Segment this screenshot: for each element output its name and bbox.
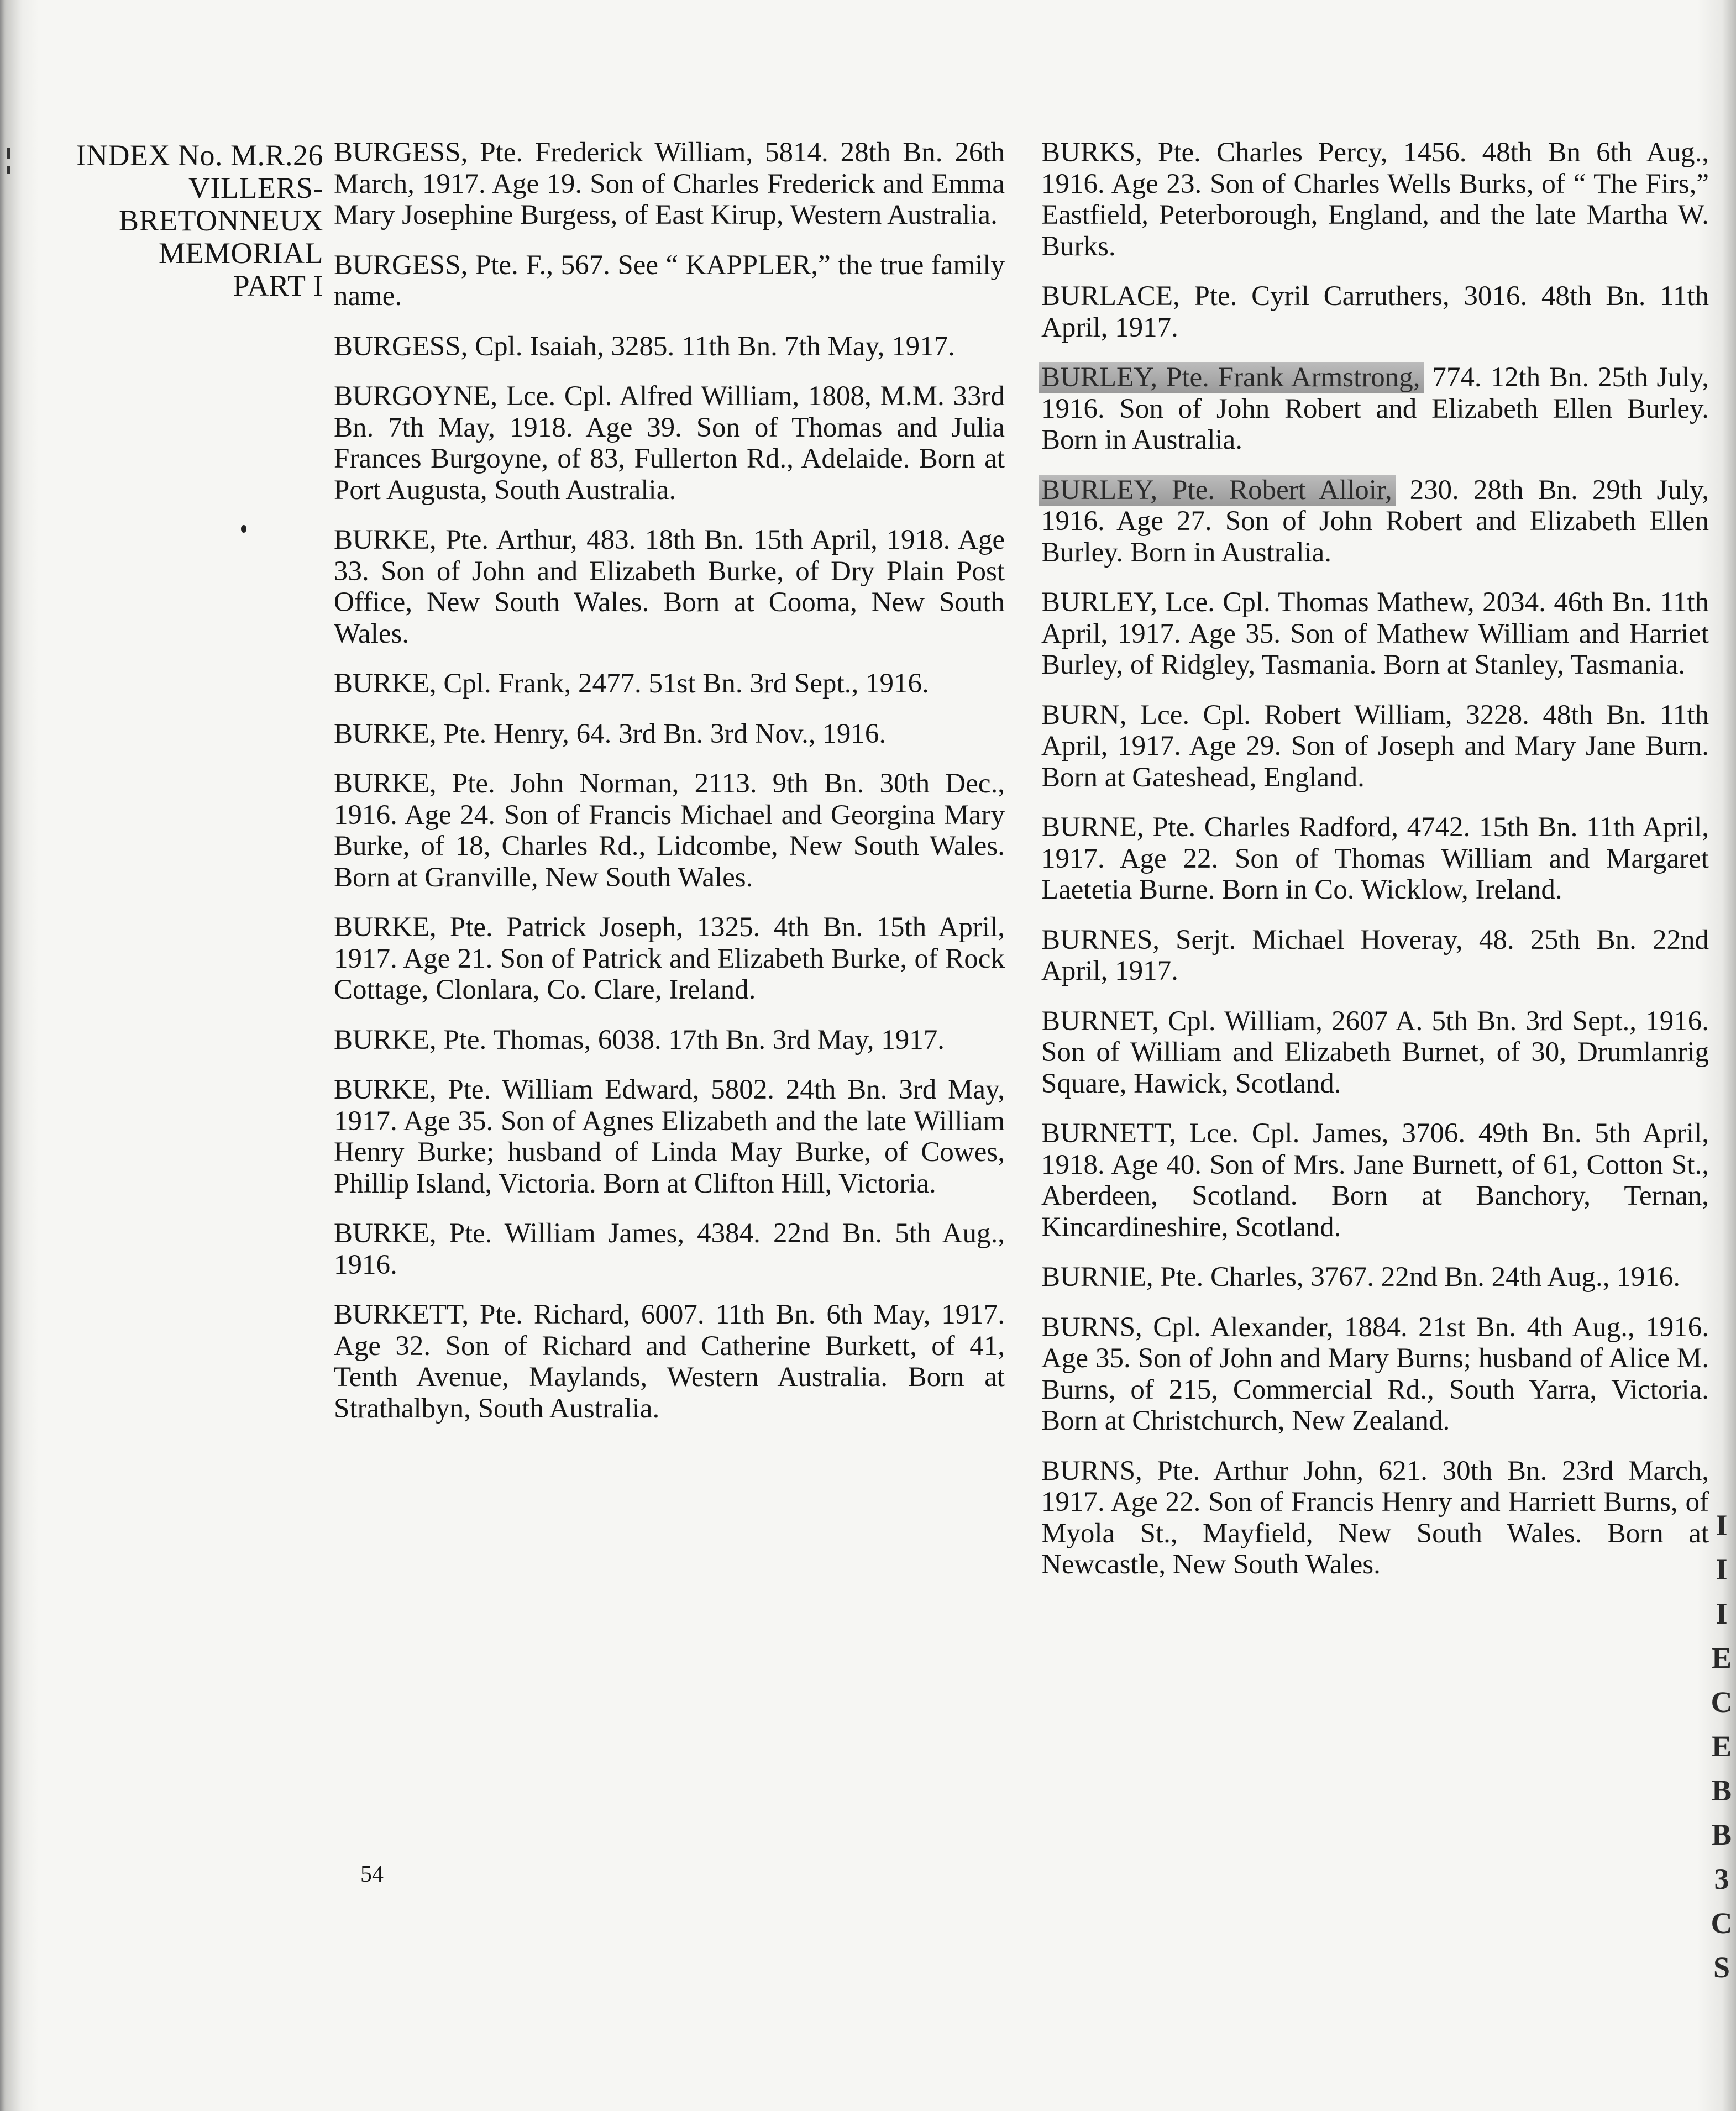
entry-name: BURKE, Pte. William James, bbox=[334, 1218, 685, 1249]
index-entry bbox=[334, 250, 1005, 312]
entry-name: BURLEY, Pte. Frank Armstrong, bbox=[1039, 362, 1424, 393]
entry-details: 1884. 21st Bn. 4th Aug., 1916. Age 35. Son of John and Mary Burns; husband of Alice M. Burns, of 215, Commercial Rd., South Yarra, Victoria. Born at Christchurch, New Zealand. bbox=[1041, 1311, 1709, 1436]
edge-letter: I bbox=[1716, 1597, 1728, 1630]
entry-name: BURLEY, Pte. Robert Alloir, bbox=[1039, 475, 1396, 506]
index-entry bbox=[1041, 1118, 1709, 1243]
index-entry bbox=[334, 524, 1005, 649]
entry-details: 3228. 48th Bn. 11th April, 1917. Age 29. Son of Joseph and Mary Jane Burn. Born at Gateshead, England. bbox=[1041, 699, 1709, 793]
left-column bbox=[334, 137, 1005, 1443]
index-entry bbox=[1041, 812, 1709, 906]
index-entry bbox=[334, 718, 1005, 750]
memorial-name-line-3: MEMORIAL bbox=[159, 237, 323, 270]
entry-details: 6007. 11th Bn. 6th May, 1917. Age 32. Son of Richard and Catherine Burkett, of 41, Tenth Avenue, Maylands, Western Australia. Born at Strathalbyn, South Australia. bbox=[334, 1299, 1005, 1424]
index-entry bbox=[1041, 1262, 1709, 1293]
index-entry bbox=[334, 668, 1005, 700]
part-label: PART I bbox=[233, 269, 323, 302]
entry-name: BURNS, Pte. Arthur John, bbox=[1041, 1455, 1364, 1487]
index-entry bbox=[1041, 362, 1709, 456]
edge-letter: C bbox=[1711, 1907, 1733, 1940]
entry-details: 4384. 22nd Bn. 5th Aug., 1916. bbox=[334, 1218, 1005, 1280]
entry-details: 1325. 4th Bn. 15th April, 1917. Age 21. Son of Patrick and Elizabeth Burke, of Rock Cottage, Clonlara, Co. Clare, Ireland. bbox=[334, 912, 1005, 1005]
edge-letter: S bbox=[1713, 1951, 1730, 1984]
index-entry bbox=[1041, 1006, 1709, 1100]
entry-name: BURN, Lce. Cpl. Robert William, bbox=[1041, 699, 1452, 731]
entry-details: 774. 12th Bn. 25th July, 1916. Son of John Robert and Elizabeth Ellen Burley. Born in Australia. bbox=[1041, 362, 1709, 455]
entry-details: 5814. 28th Bn. 26th March, 1917. Age 19. Son of Charles Frederick and Emma Mary Josephine Burgess, of East Kirup, Western Australia. bbox=[334, 137, 1005, 230]
index-entry bbox=[1041, 281, 1709, 343]
index-entry bbox=[1041, 587, 1709, 681]
page-number: 54 bbox=[360, 1862, 384, 1887]
index-entry bbox=[334, 137, 1005, 231]
entry-details: 2034. 46th Bn. 11th April, 1917. Age 35. Son of Mathew William and Harriet Burley, of Ridgley, Tasmania. Born at Stanley, Tasmania. bbox=[1041, 587, 1709, 680]
edge-letter: I bbox=[1716, 1553, 1728, 1586]
entry-details: 3285. 11th Bn. 7th May, 1917. bbox=[604, 330, 955, 362]
right-column bbox=[1041, 137, 1709, 1599]
entry-details: 6038. 17th Bn. 3rd May, 1917. bbox=[591, 1024, 945, 1056]
memorial-index-header bbox=[44, 139, 323, 302]
entry-details: 5802. 24th Bn. 3rd May, 1917. Age 35. Son of Agnes Elizabeth and the late William Henry Burke; husband of Linda May Burke, of Cowes, Phillip Island, Victoria. Born at Clifton Hill, Victoria. bbox=[334, 1074, 1005, 1199]
entry-details: 3016. 48th Bn. 11th April, 1917. bbox=[1041, 281, 1709, 343]
adjacent-page-letters bbox=[1711, 1503, 1733, 1989]
index-entry bbox=[1041, 1312, 1709, 1437]
entry-details: 567. See “ KAPPLER,” the true family name. bbox=[334, 249, 1005, 312]
entry-details: 2607 A. 5th Bn. 3rd Sept., 1916. Son of William and Elizabeth Burnet, of 30, Drumlanrig Square, Hawick, Scotland. bbox=[1041, 1005, 1709, 1099]
index-entry bbox=[334, 768, 1005, 893]
entry-name: BURKE, Pte. Thomas, bbox=[334, 1024, 591, 1056]
entry-details: 3706. 49th Bn. 5th April, 1918. Age 40. Son of Mrs. Jane Burnett, of 61, Cotton St., Aberdeen, Scotland. Born at Banchory, Ternan, Kincardineshire, Scotland. bbox=[1041, 1118, 1709, 1243]
entry-name: BURKE, Cpl. Frank, bbox=[334, 668, 571, 699]
entry-details: 1456. 48th Bn 6th Aug., 1916. Age 23. Son of Charles Wells Burks, of “ The Firs,” Eastfield, Peterborough, England, and the late Martha W. Burks. bbox=[1041, 137, 1709, 262]
entry-name: BURNES, Serjt. Michael Hoveray, bbox=[1041, 924, 1463, 955]
entry-details: 2477. 51st Bn. 3rd Sept., 1916. bbox=[571, 668, 929, 699]
entry-name: BURNE, Pte. Charles Radford, bbox=[1041, 812, 1398, 843]
entry-details: 4742. 15th Bn. 11th April, 1917. Age 22. Son of Thomas William and Margaret Laetetia Burne. Born in Co. Wicklow, Ireland. bbox=[1041, 812, 1709, 905]
entry-name: BURKE, Pte. William Edward, bbox=[334, 1074, 700, 1105]
entry-name: BURKE, Pte. Henry, bbox=[334, 718, 569, 749]
index-entry bbox=[1041, 137, 1709, 262]
entry-name: BURNET, Cpl. William, bbox=[1041, 1005, 1323, 1037]
left-page-edge bbox=[0, 0, 39, 2111]
index-entry bbox=[334, 1218, 1005, 1280]
entry-details: 48. 25th Bn. 22nd April, 1917. bbox=[1041, 924, 1709, 986]
index-entry bbox=[334, 1299, 1005, 1424]
edge-letter: E bbox=[1711, 1730, 1732, 1763]
index-entry bbox=[334, 1074, 1005, 1199]
entry-name: BURNIE, Pte. Charles, bbox=[1041, 1262, 1304, 1293]
index-entry bbox=[1041, 1456, 1709, 1580]
entry-name: BURGESS, Pte. F., bbox=[334, 249, 554, 281]
entry-details: 3767. 22nd Bn. 24th Aug., 1916. bbox=[1303, 1262, 1680, 1293]
memorial-name-line-2: BRETONNEUX bbox=[118, 204, 323, 237]
entry-name: BURKE, Pte. Patrick Joseph, bbox=[334, 912, 684, 943]
entry-name: BURKS, Pte. Charles Percy, bbox=[1041, 137, 1388, 168]
entry-details: 64. 3rd Bn. 3rd Nov., 1916. bbox=[569, 718, 887, 749]
entry-name: BURKE, Pte. Arthur, bbox=[334, 524, 578, 555]
entry-details: 483. 18th Bn. 15th April, 1918. Age 33. Son of John and Elizabeth Burke, of Dry Plain Post Office, New South Wales. Born at Cooma, New South Wales. bbox=[334, 524, 1005, 649]
edge-letter: 3 bbox=[1714, 1862, 1729, 1895]
edge-letter: B bbox=[1711, 1818, 1732, 1851]
entry-details: 2113. 9th Bn. 30th Dec., 1916. Age 24. Son of Francis Michael and Georgina Mary Burke, of 18, Charles Rd., Lidcombe, New South Wales. Born at Granville, New South Wales. bbox=[334, 768, 1005, 893]
entry-details: 230. 28th Bn. 29th July, 1916. Age 27. Son of John Robert and Elizabeth Ellen Burley. Born in Australia. bbox=[1041, 474, 1709, 568]
edge-letter: C bbox=[1711, 1685, 1733, 1719]
ink-mark bbox=[241, 525, 246, 533]
margin-tick bbox=[7, 166, 10, 174]
entry-name: BURLEY, Lce. Cpl. Thomas Mathew, bbox=[1041, 587, 1475, 618]
entry-name: BURGESS, Pte. Frederick William, bbox=[334, 137, 753, 168]
index-entry bbox=[334, 331, 1005, 363]
margin-tick bbox=[7, 148, 10, 159]
index-number: INDEX No. M.R.26 bbox=[76, 139, 323, 172]
entry-details: 1808, M.M. 33rd Bn. 7th May, 1918. Age 39. Son of Thomas and Julia Frances Burgoyne, of 83, Fullerton Rd., Adelaide. Born at Port Augusta, South Australia. bbox=[334, 381, 1005, 506]
entry-name: BURNS, Cpl. Alexander, bbox=[1041, 1311, 1334, 1343]
index-entry bbox=[334, 1025, 1005, 1056]
entry-name: BURKE, Pte. John Norman, bbox=[334, 768, 679, 799]
entry-details: 621. 30th Bn. 23rd March, 1917. Age 22. Son of Francis Henry and Harriett Burns, of Myola St., Mayfield, New South Wales. Born at Newcastle, New South Wales. bbox=[1041, 1455, 1709, 1580]
entry-name: BURGOYNE, Lce. Cpl. Alfred William, bbox=[334, 381, 800, 412]
index-entry bbox=[334, 381, 1005, 506]
edge-letter: B bbox=[1711, 1774, 1732, 1807]
index-entry bbox=[334, 912, 1005, 1006]
entry-name: BURGESS, Cpl. Isaiah, bbox=[334, 330, 604, 362]
edge-letter: I bbox=[1716, 1509, 1728, 1542]
edge-letter: E bbox=[1711, 1641, 1732, 1674]
entry-name: BURNETT, Lce. Cpl. James, bbox=[1041, 1118, 1389, 1149]
index-entry bbox=[1041, 700, 1709, 794]
index-entry bbox=[1041, 925, 1709, 987]
entry-name: BURKETT, Pte. Richard, bbox=[334, 1299, 631, 1330]
memorial-name-line-1: VILLERS- bbox=[188, 171, 323, 204]
entry-name: BURLACE, Pte. Cyril Carruthers, bbox=[1041, 281, 1450, 312]
index-entry bbox=[1041, 475, 1709, 569]
